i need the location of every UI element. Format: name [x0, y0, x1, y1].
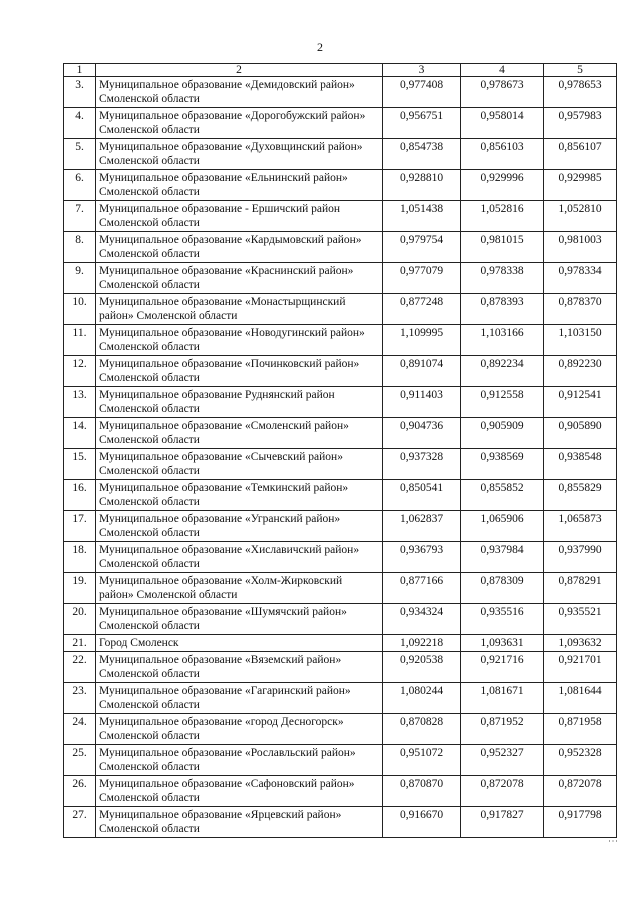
municipality-name-cell: Муниципальное образование «Темкинский район» Смоленской области	[96, 480, 383, 511]
municipality-name-cell: Муниципальное образование «Угранский район» Смоленской области	[96, 511, 383, 542]
row-number-cell: 23.	[64, 683, 96, 714]
table-row	[64, 325, 617, 356]
value-col3-cell: 0,854738	[383, 139, 461, 170]
municipality-name-cell: Муниципальное образование - Ершичский район Смоленской области	[96, 201, 383, 232]
value-col5-cell: 1,052810	[544, 201, 617, 232]
row-number-cell: 14.	[64, 418, 96, 449]
value-col5-cell: 0,856107	[544, 139, 617, 170]
municipality-name-cell: Муниципальное образование «Гагаринский район» Смоленской области	[96, 683, 383, 714]
value-col4-cell: 0,937984	[461, 542, 544, 573]
municipality-name-cell: Муниципальное образование «Монастырщинский район» Смоленской области	[96, 294, 383, 325]
table-row	[64, 776, 617, 807]
row-number-cell: 25.	[64, 745, 96, 776]
value-col4-cell: 0,872078	[461, 776, 544, 807]
value-col4-cell: 0,878309	[461, 573, 544, 604]
value-col3-cell: 1,062837	[383, 511, 461, 542]
row-number-cell: 20.	[64, 604, 96, 635]
value-col3-cell: 0,891074	[383, 356, 461, 387]
value-col4-cell: 1,052816	[461, 201, 544, 232]
municipality-name-cell: Муниципальное образование «Вяземский район» Смоленской области	[96, 652, 383, 683]
municipality-name-cell: Муниципальное образование «Рославльский район» Смоленской области	[96, 745, 383, 776]
header-cell-5: 5	[544, 64, 617, 77]
value-col3-cell: 0,977408	[383, 77, 461, 108]
table-row	[64, 201, 617, 232]
header-cell-3: 3	[383, 64, 461, 77]
value-col5-cell: 0,912541	[544, 387, 617, 418]
table-row	[64, 449, 617, 480]
table-row	[64, 418, 617, 449]
row-number-cell: 17.	[64, 511, 96, 542]
value-col4-cell: 1,103166	[461, 325, 544, 356]
row-number-cell: 21.	[64, 635, 96, 652]
row-number-cell: 27.	[64, 807, 96, 838]
value-col3-cell: 0,877248	[383, 294, 461, 325]
value-col4-cell: 0,952327	[461, 745, 544, 776]
value-col5-cell: 0,892230	[544, 356, 617, 387]
table-row	[64, 77, 617, 108]
table-row	[64, 683, 617, 714]
value-col5-cell: 0,921701	[544, 652, 617, 683]
value-col5-cell: 0,871958	[544, 714, 617, 745]
municipality-name-cell: Муниципальное образование «Починковский район» Смоленской области	[96, 356, 383, 387]
row-number-cell: 19.	[64, 573, 96, 604]
value-col5-cell: 0,938548	[544, 449, 617, 480]
municipality-name-cell: Муниципальное образование «Сычевский район» Смоленской области	[96, 449, 383, 480]
header-cell-4: 4	[461, 64, 544, 77]
municipality-name-cell: Муниципальное образование «Хиславичский район» Смоленской области	[96, 542, 383, 573]
row-number-cell: 10.	[64, 294, 96, 325]
municipality-name-cell: Муниципальное образование «Дорогобужский район» Смоленской области	[96, 108, 383, 139]
value-col3-cell: 1,051438	[383, 201, 461, 232]
value-col3-cell: 0,956751	[383, 108, 461, 139]
table-row	[64, 170, 617, 201]
value-col3-cell: 1,092218	[383, 635, 461, 652]
table-row	[64, 263, 617, 294]
value-col3-cell: 0,850541	[383, 480, 461, 511]
row-number-cell: 22.	[64, 652, 96, 683]
table-row	[64, 387, 617, 418]
value-col5-cell: 0,929985	[544, 170, 617, 201]
table-row	[64, 232, 617, 263]
value-col4-cell: 0,981015	[461, 232, 544, 263]
value-col4-cell: 1,081671	[461, 683, 544, 714]
municipality-name-cell: Муниципальное образование «Новодугинский район» Смоленской области	[96, 325, 383, 356]
table-row	[64, 108, 617, 139]
row-number-cell: 15.	[64, 449, 96, 480]
value-col5-cell: 0,878291	[544, 573, 617, 604]
value-col3-cell: 0,979754	[383, 232, 461, 263]
municipality-name-cell: Город Смоленск	[96, 635, 383, 652]
table-row	[64, 294, 617, 325]
value-col5-cell: 0,978653	[544, 77, 617, 108]
table-header-row	[64, 64, 617, 77]
table-row	[64, 604, 617, 635]
value-col4-cell: 0,856103	[461, 139, 544, 170]
municipality-name-cell: Муниципальное образование Руднянский район Смоленской области	[96, 387, 383, 418]
table-row	[64, 573, 617, 604]
header-cell-1: 1	[64, 64, 96, 77]
row-number-cell: 12.	[64, 356, 96, 387]
row-number-cell: 4.	[64, 108, 96, 139]
municipality-name-cell: Муниципальное образование «город Десногорск» Смоленской области	[96, 714, 383, 745]
table-row	[64, 511, 617, 542]
row-number-cell: 11.	[64, 325, 96, 356]
value-col5-cell: 0,905890	[544, 418, 617, 449]
municipality-name-cell: Муниципальное образование «Демидовский район» Смоленской области	[96, 77, 383, 108]
value-col5-cell: 0,855829	[544, 480, 617, 511]
table-row	[64, 635, 617, 652]
value-col3-cell: 0,936793	[383, 542, 461, 573]
row-number-cell: 6.	[64, 170, 96, 201]
value-col4-cell: 0,978338	[461, 263, 544, 294]
header-cell-2: 2	[96, 64, 383, 77]
value-col4-cell: 0,912558	[461, 387, 544, 418]
municipality-name-cell: Муниципальное образование «Холм-Жирковский район» Смоленской области	[96, 573, 383, 604]
value-col4-cell: 0,871952	[461, 714, 544, 745]
municipality-name-cell: Муниципальное образование «Духовщинский район» Смоленской области	[96, 139, 383, 170]
value-col5-cell: 1,081644	[544, 683, 617, 714]
municipality-name-cell: Муниципальное образование «Краснинский район» Смоленской области	[96, 263, 383, 294]
value-col4-cell: 0,878393	[461, 294, 544, 325]
value-col5-cell: 0,917798	[544, 807, 617, 838]
table-row	[64, 480, 617, 511]
municipality-name-cell: Муниципальное образование «Смоленский район» Смоленской области	[96, 418, 383, 449]
value-col3-cell: 0,977079	[383, 263, 461, 294]
value-col5-cell: 0,957983	[544, 108, 617, 139]
value-col3-cell: 0,934324	[383, 604, 461, 635]
municipality-name-cell: Муниципальное образование «Шумячский район» Смоленской области	[96, 604, 383, 635]
value-col3-cell: 0,951072	[383, 745, 461, 776]
row-number-cell: 18.	[64, 542, 96, 573]
value-col5-cell: 1,103150	[544, 325, 617, 356]
row-number-cell: 8.	[64, 232, 96, 263]
row-number-cell: 13.	[64, 387, 96, 418]
table-row	[64, 807, 617, 838]
value-col4-cell: 1,093631	[461, 635, 544, 652]
value-col3-cell: 0,870828	[383, 714, 461, 745]
municipality-name-cell: Муниципальное образование «Ельнинский район» Смоленской области	[96, 170, 383, 201]
value-col4-cell: 0,929996	[461, 170, 544, 201]
value-col5-cell: 0,878370	[544, 294, 617, 325]
value-col3-cell: 0,928810	[383, 170, 461, 201]
value-col5-cell: 0,981003	[544, 232, 617, 263]
value-col3-cell: 0,916670	[383, 807, 461, 838]
value-col4-cell: 0,935516	[461, 604, 544, 635]
table-row	[64, 542, 617, 573]
row-number-cell: 3.	[64, 77, 96, 108]
value-col3-cell: 1,109995	[383, 325, 461, 356]
value-col4-cell: 0,905909	[461, 418, 544, 449]
value-col4-cell: 0,855852	[461, 480, 544, 511]
value-col3-cell: 0,911403	[383, 387, 461, 418]
value-col3-cell: 0,920538	[383, 652, 461, 683]
row-number-cell: 9.	[64, 263, 96, 294]
value-col5-cell: 0,935521	[544, 604, 617, 635]
value-col4-cell: 0,921716	[461, 652, 544, 683]
page-number: 2	[317, 40, 323, 54]
row-number-cell: 16.	[64, 480, 96, 511]
table-row	[64, 139, 617, 170]
value-col4-cell: 0,892234	[461, 356, 544, 387]
value-col4-cell: 0,978673	[461, 77, 544, 108]
value-col3-cell: 0,877166	[383, 573, 461, 604]
value-col4-cell: 1,065906	[461, 511, 544, 542]
coefficients-table	[63, 63, 617, 838]
row-number-cell: 26.	[64, 776, 96, 807]
value-col3-cell: 0,937328	[383, 449, 461, 480]
row-number-cell: 24.	[64, 714, 96, 745]
row-number-cell: 5.	[64, 139, 96, 170]
value-col5-cell: 0,952328	[544, 745, 617, 776]
scan-edge-mark: ⋮	[607, 836, 618, 846]
municipality-name-cell: Муниципальное образование «Ярцевский район» Смоленской области	[96, 807, 383, 838]
table-row	[64, 745, 617, 776]
municipality-name-cell: Муниципальное образование «Кардымовский район» Смоленской области	[96, 232, 383, 263]
table-row	[64, 356, 617, 387]
value-col4-cell: 0,958014	[461, 108, 544, 139]
value-col3-cell: 0,904736	[383, 418, 461, 449]
value-col4-cell: 0,938569	[461, 449, 544, 480]
value-col5-cell: 1,065873	[544, 511, 617, 542]
value-col5-cell: 0,872078	[544, 776, 617, 807]
value-col5-cell: 0,978334	[544, 263, 617, 294]
value-col4-cell: 0,917827	[461, 807, 544, 838]
table-row	[64, 652, 617, 683]
table-row	[64, 714, 617, 745]
value-col5-cell: 1,093632	[544, 635, 617, 652]
value-col3-cell: 0,870870	[383, 776, 461, 807]
municipality-name-cell: Муниципальное образование «Сафоновский район» Смоленской области	[96, 776, 383, 807]
row-number-cell: 7.	[64, 201, 96, 232]
value-col5-cell: 0,937990	[544, 542, 617, 573]
value-col3-cell: 1,080244	[383, 683, 461, 714]
